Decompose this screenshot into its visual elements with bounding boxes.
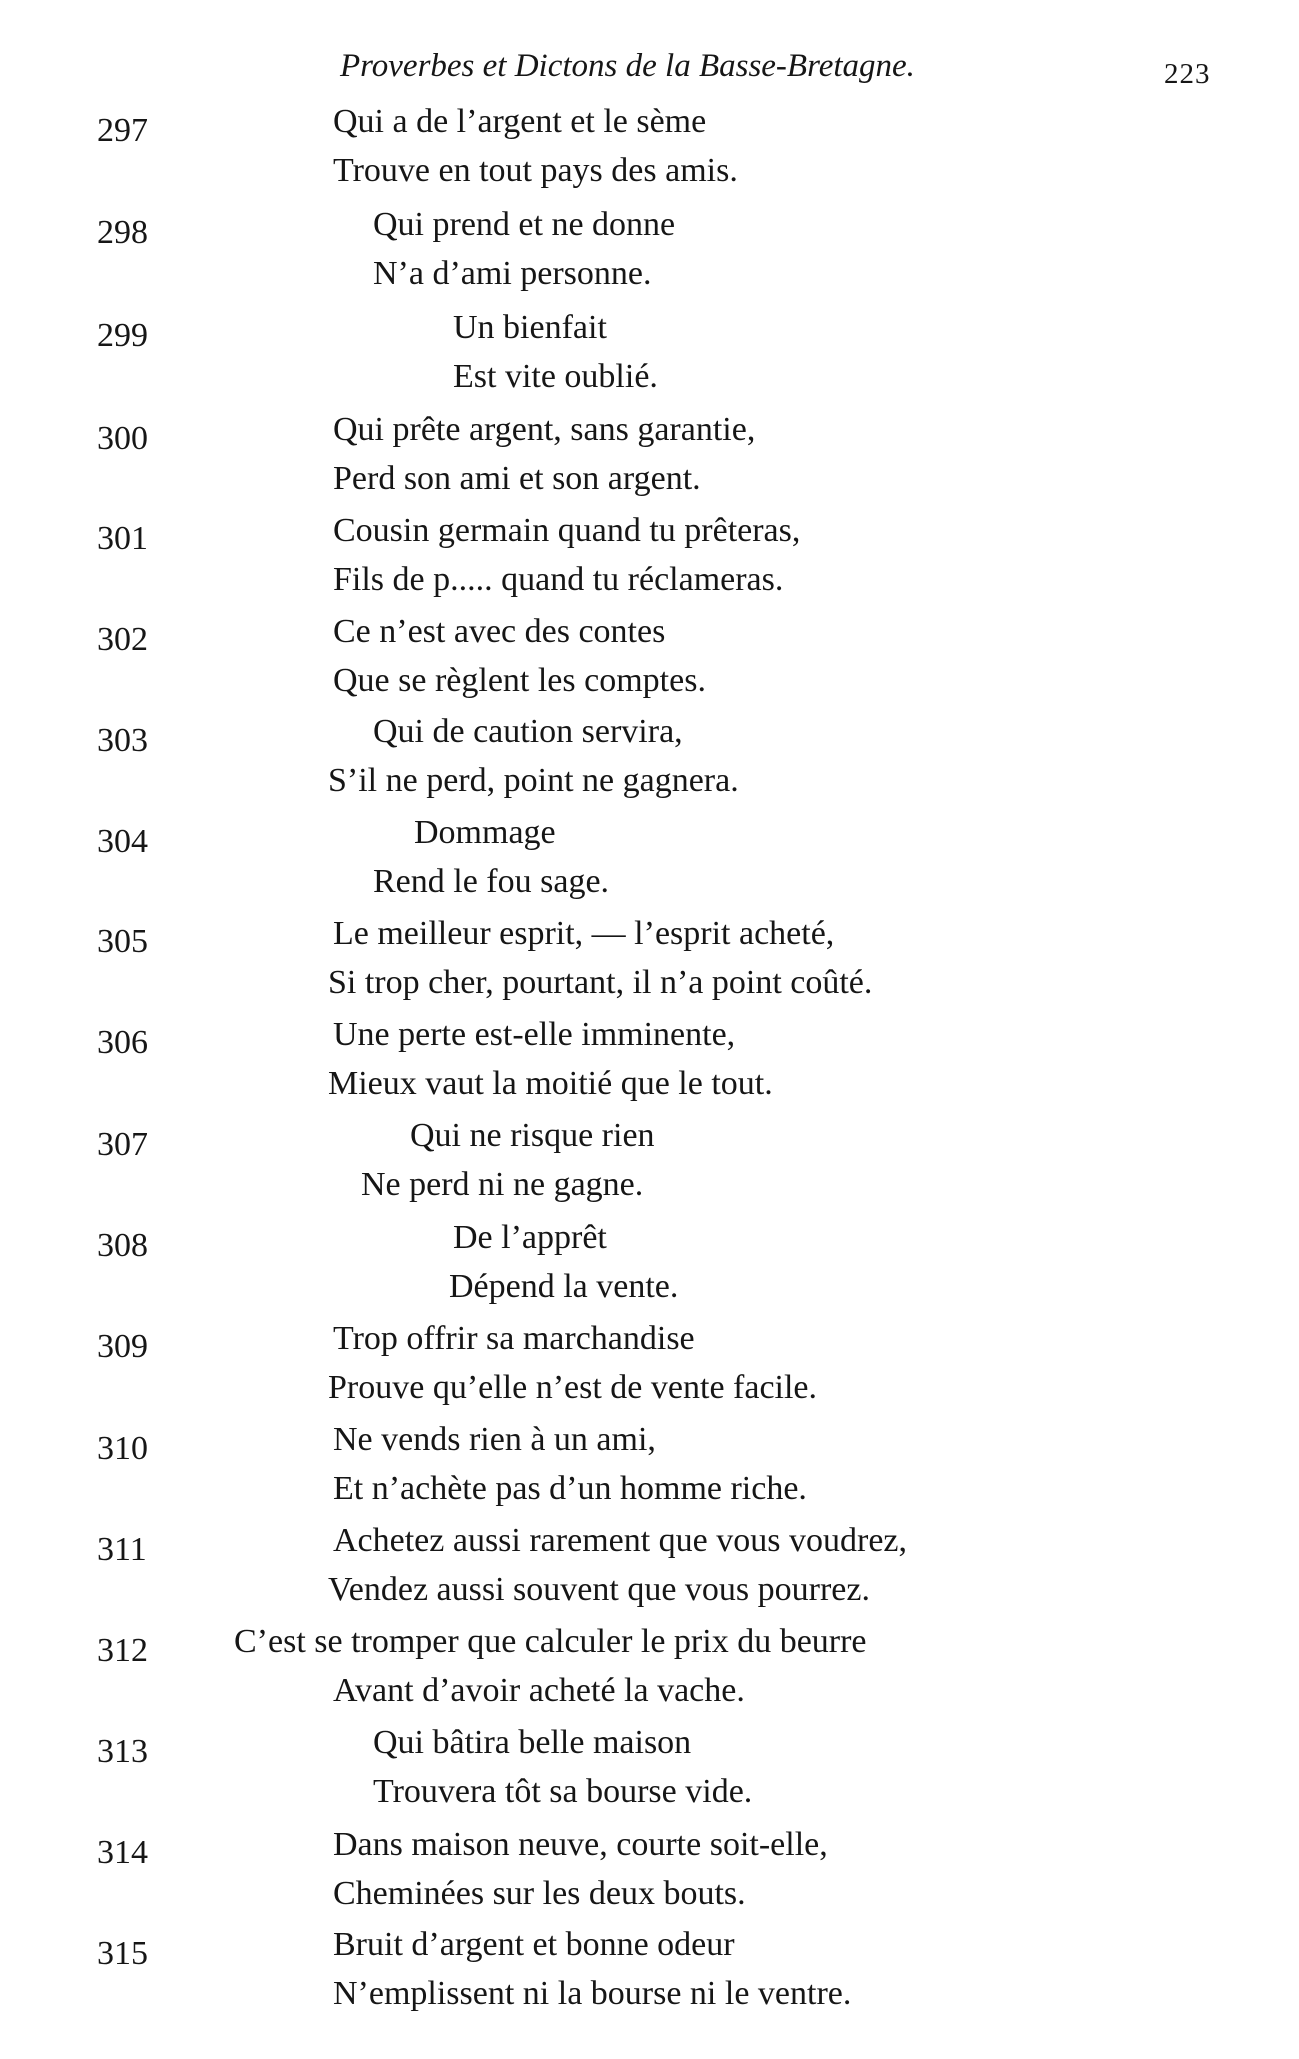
proverb-line: Ne perd ni ne gagne. bbox=[361, 1166, 644, 1203]
proverb-number: 310 bbox=[97, 1430, 148, 1467]
proverb-number: 298 bbox=[97, 214, 148, 251]
proverb-line: S’il ne perd, point ne gagnera. bbox=[328, 762, 739, 799]
proverb-number: 312 bbox=[97, 1632, 148, 1669]
proverb-line: Qui prête argent, sans garantie, bbox=[333, 411, 756, 448]
proverb-number: 305 bbox=[97, 923, 148, 960]
proverb-line: De l’apprêt bbox=[453, 1219, 607, 1256]
proverb-number: 303 bbox=[97, 722, 148, 759]
proverb-number: 307 bbox=[97, 1126, 148, 1163]
proverb-line: N’emplissent ni la bourse ni le ventre. bbox=[333, 1975, 852, 2012]
proverb-line: Un bienfait bbox=[453, 309, 607, 346]
proverb-line: Qui prend et ne donne bbox=[373, 206, 676, 243]
proverb-number: 308 bbox=[97, 1227, 148, 1264]
proverb-number: 301 bbox=[97, 520, 148, 557]
proverb-number: 314 bbox=[97, 1834, 148, 1871]
proverb-number: 299 bbox=[97, 317, 148, 354]
proverb-number: 300 bbox=[97, 420, 148, 457]
proverb-line: Cheminées sur les deux bouts. bbox=[333, 1875, 746, 1912]
proverb-line: Vendez aussi souvent que vous pourrez. bbox=[328, 1571, 870, 1608]
proverb-number: 302 bbox=[97, 621, 148, 658]
proverb-number: 309 bbox=[97, 1328, 148, 1365]
proverb-line: C’est se tromper que calculer le prix du beurre bbox=[234, 1623, 867, 1660]
proverb-line: Perd son ami et son argent. bbox=[333, 460, 701, 497]
proverb-line: Bruit d’argent et bonne odeur bbox=[333, 1926, 735, 1963]
proverb-number: 304 bbox=[97, 823, 148, 860]
proverb-line: Trop offrir sa marchandise bbox=[333, 1320, 695, 1357]
proverb-line: N’a d’ami personne. bbox=[373, 255, 652, 292]
proverb-line: Ce n’est avec des contes bbox=[333, 613, 666, 650]
proverb-number: 306 bbox=[97, 1024, 148, 1061]
proverb-line: Une perte est-elle imminente, bbox=[333, 1016, 736, 1053]
proverb-line: Qui ne risque rien bbox=[410, 1117, 655, 1154]
proverb-line: Mieux vaut la moitié que le tout. bbox=[328, 1065, 773, 1102]
proverb-line: Dommage bbox=[414, 814, 556, 851]
proverb-number: 313 bbox=[97, 1733, 148, 1770]
proverb-line: Ne vends rien à un ami, bbox=[333, 1421, 656, 1458]
proverb-line: Est vite oublié. bbox=[453, 358, 658, 395]
page-number: 223 bbox=[1164, 58, 1211, 90]
proverb-line: Qui a de l’argent et le sème bbox=[333, 103, 707, 140]
proverb-line: Que se règlent les comptes. bbox=[333, 662, 706, 699]
running-header-title: Proverbes et Dictons de la Basse-Bretagne. bbox=[340, 48, 915, 84]
proverb-line: Avant d’avoir acheté la vache. bbox=[333, 1672, 745, 1709]
proverb-line: Si trop cher, pourtant, il n’a point coûté. bbox=[328, 964, 873, 1001]
proverb-line: Le meilleur esprit, — l’esprit acheté, bbox=[333, 915, 835, 952]
proverb-line: Dépend la vente. bbox=[449, 1268, 679, 1305]
proverb-line: Et n’achète pas d’un homme riche. bbox=[333, 1470, 807, 1507]
proverb-line: Qui de caution servira, bbox=[373, 713, 683, 750]
proverb-line: Achetez aussi rarement que vous voudrez, bbox=[333, 1522, 907, 1559]
proverb-line: Cousin germain quand tu prêteras, bbox=[333, 512, 801, 549]
proverb-line: Qui bâtira belle maison bbox=[373, 1724, 692, 1761]
proverb-number: 311 bbox=[97, 1531, 147, 1568]
proverb-line: Rend le fou sage. bbox=[373, 863, 610, 900]
proverb-line: Dans maison neuve, courte soit-elle, bbox=[333, 1826, 828, 1863]
proverb-line: Trouve en tout pays des amis. bbox=[333, 152, 738, 189]
proverb-number: 315 bbox=[97, 1935, 148, 1972]
proverb-line: Trouvera tôt sa bourse vide. bbox=[373, 1773, 753, 1810]
proverb-line: Prouve qu’elle n’est de vente facile. bbox=[328, 1369, 818, 1406]
proverb-line: Fils de p..... quand tu réclameras. bbox=[333, 561, 784, 598]
proverb-number: 297 bbox=[97, 112, 148, 149]
